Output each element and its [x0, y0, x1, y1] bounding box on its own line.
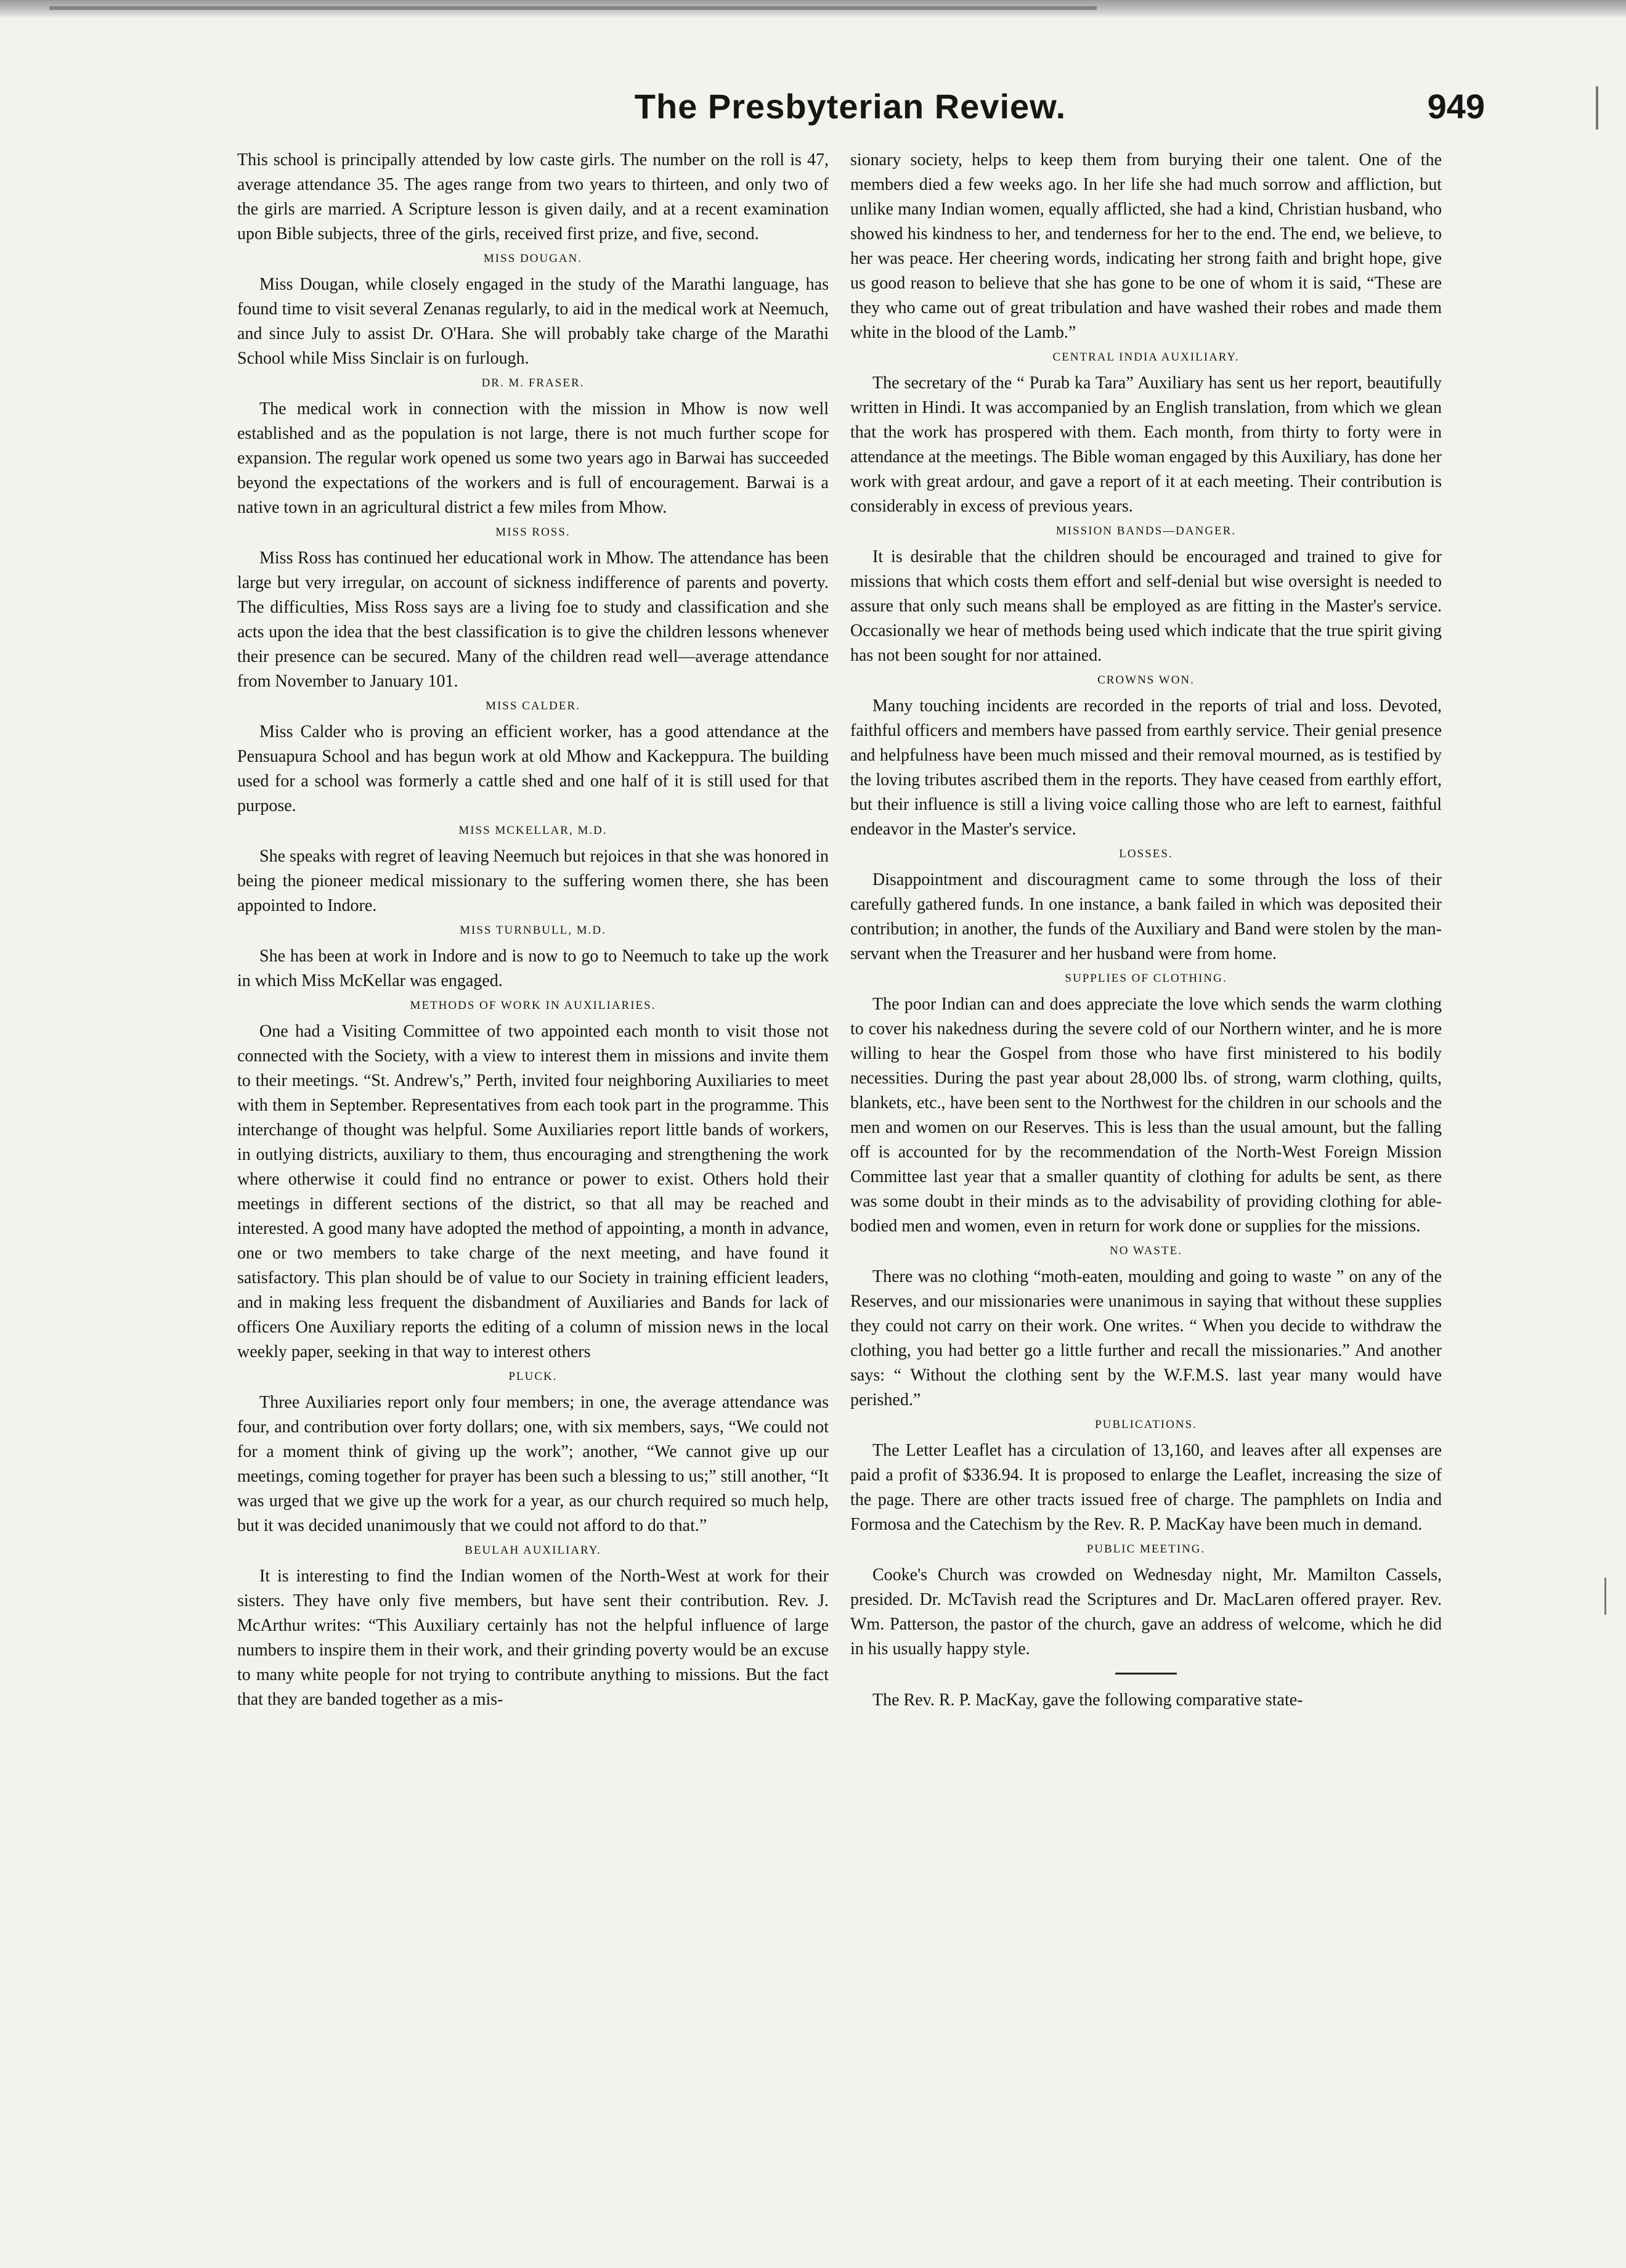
- paragraph: The secretary of the “ Purab ka Tara” Auxiliary has sent us her report, beautifully written in Hindi. It was accompanied by an English translation, from which we glean that the work has prospered with them. Each month, from thirty to forty were in attendance at the meetings. The Bible woman engaged by this Auxiliary, has done her work with great ardour, and gave a report of it at each meeting. Their contribution is considerably in excess of previous years.: [850, 373, 1442, 516]
- paragraph: It is interesting to find the Indian women of the North-West at work for their sisters. They have only five members, but have sent their contribution. Rev. J. McArthur writes: “This Auxiliary certainly has not the helpful influence of large numbers to inspire them in their work, and their grinding poverty would be an excuse to many white people for not trying to contribute anything to missions. But the fact that they are banded together as a mis-: [237, 1567, 829, 1709]
- paragraph: sionary society, helps to keep them from burying their one talent. One of the members died a few weeks ago. In her life she had much sorrow and affliction, but unlike many Indian women, equally afflicted, she had a kind, Christian husband, who showed his kindness to her, and tenderness for her to the end. The end, we believe, to her was peace. Her cheering words, indicating her strong faith and bright hope, give us good reason to believe that she has gone to be one of whom it is said, “These are they who came out of great tribulation and have washed their robes and made them white in the blood of the Lamb.”: [850, 150, 1442, 342]
- page-number: 949: [1427, 87, 1485, 126]
- paragraph: Miss Dougan, while closely engaged in the study of the Marathi language, has found time to visit several Zenanas regularly, to aid in the medical work at Neemuch, and since July to assist Dr. O'Hara. She will probably take charge of the Marathi School while Miss Sinclair is on furlough.: [237, 275, 829, 368]
- paragraph: There was no clothing “moth-eaten, moulding and going to waste ” on any of the Reserves, and our missionaries were unanimous in saying that without these supplies they could not carry on their work. One writes. “ When you decide to withdraw the clothing, you had better go a little further and recall the missionaries.” And another says: “ Without the clothing sent by the W.F.M.S. last year many would have perished.”: [850, 1267, 1442, 1409]
- paragraph: It is desirable that the children should be encouraged and trained to give for missions that which costs them effort and self-denial but wise oversight is needed to assure that only such means shall be employed as are fitting in the Master's service. Occasionally we hear of methods being used which indicate that the true spirit giving has not been sought for nor attained.: [850, 547, 1442, 665]
- scan-top-edge: [0, 0, 1626, 18]
- paragraph: She speaks with regret of leaving Neemuch but rejoices in that she was honored in being the pioneer medical missionary to the suffering women there, she has been appointed to Indore.: [237, 847, 829, 915]
- section-heading: LOSSES.: [1119, 847, 1173, 860]
- section-heading: MISSION BANDS—DANGER.: [1055, 524, 1237, 537]
- section-heading: PLUCK.: [508, 1370, 558, 1383]
- paragraph: Many touching incidents are recorded in the reports of trial and loss. Devoted, faithful officers and members have passed from earthly service. Their genial presence and helpfulness have been much missed and their removal mourned, as is testified by the loving tributes ascribed them in the reports. They have ceased from earthly effort, but their influence is still a living voice calling those who are left to earnest, faithful endeavor in the Master's service.: [850, 696, 1442, 839]
- section-heading: MISS ROSS.: [495, 526, 571, 539]
- section-heading: DR. M. FRASER.: [481, 377, 585, 390]
- paragraph: The Letter Leaflet has a circulation of 13,160, and leaves after all expenses are paid a profit of $336.94. It is proposed to enlarge the Leaflet, increasing the size of the page. There are other tracts issued free of charge. The pamphlets on India and Formosa and the Catechism by the Rev. R. P. MacKay have been much in demand.: [850, 1441, 1442, 1534]
- paragraph: Miss Calder who is proving an efficient worker, has a good attendance at the Pensuapura School and has begun work at old Mhow and Kackeppura. The building used for a school was formerly a cattle shed and one half of it is still used for that purpose.: [237, 722, 829, 815]
- section-heading: PUBLICATIONS.: [1095, 1418, 1197, 1431]
- paragraph: The medical work in connection with the mission in Mhow is now well established and as the population is not large, there is not much further scope for expansion. The regular work opened us some two years ago in Barwai has succeeded beyond the expectations of the workers and is full of encouragement. Barwai is a native town in an agricultural district a few miles from Mhow.: [237, 399, 829, 517]
- section-heading: MISS DOUGAN.: [483, 252, 583, 265]
- left-column: [237, 148, 829, 1712]
- paragraph: Three Auxiliaries report only four members; in one, the average attendance was four, and contribution over forty dollars; one, with six members, says, “We could not for a moment think of giving up the work”; another, “We cannot give up our meetings, coming together for prayer has been such a blessing to us;” still another, “It was urged that we give up the work for a year, as our church required so much help, but it was decided unanimously that we could not afford to do that.”: [237, 1393, 829, 1535]
- paragraph: Disappointment and discouragment came to some through the loss of their carefully gathered funds. In one instance, a bank failed in which was deposited their contribution; in another, the funds of the Auxiliary and Band were stolen by the man-servant when the Treasurer and her husband were from home.: [850, 870, 1442, 963]
- section-heading: MISS TURNBULL, M.D.: [460, 924, 606, 937]
- paragraph: Cooke's Church was crowded on Wednesday night, Mr. Mamilton Cassels, presided. Dr. McTavish read the Scriptures and Dr. MacLaren offered prayer. Rev. Wm. Patterson, the pastor of the church, gave an address of welcome, which he did in his usually happy style.: [850, 1565, 1442, 1658]
- section-heading: NO WASTE.: [1110, 1244, 1182, 1257]
- section-heading: BEULAH AUXILIARY.: [465, 1544, 601, 1557]
- scan-edge-line: [49, 6, 1097, 10]
- section-heading: METHODS OF WORK IN AUXILIARIES.: [410, 999, 656, 1012]
- section-heading: MISS MCKELLAR, M.D.: [458, 824, 608, 837]
- section-heading: PUBLIC MEETING.: [1086, 1543, 1206, 1556]
- section-heading: SUPPLIES OF CLOTHING.: [1065, 972, 1227, 985]
- paragraph: The Rev. R. P. MacKay, gave the following comparative state-: [872, 1691, 1303, 1710]
- scan-side-mark: [1604, 1578, 1606, 1615]
- paragraph: The poor Indian can and does appreciate the love which sends the warm clothing to cover his nakedness during the severe cold of our Northern winter, and he is more willing to hear the Gospel from those who have first ministered to his bodily necessities. During the past year about 28,000 lbs. of strong, warm clothing, quilts, blankets, etc., have been sent to the Northwest for the children in our schools and the men and women on our Reserves. This is less than the usual amount, but the falling off is accounted for by the recommendation of the North-West Foreign Mission Committee last year that a smaller quantity of clothing for adults be sent, as there was some doubt in their minds as to the advisability of providing clothing for able-bodied men and women, even in return for work done or supplies for the missions.: [850, 995, 1442, 1236]
- section-heading: MISS CALDER.: [486, 700, 580, 712]
- journal-title: The Presbyterian Review.: [634, 87, 1067, 126]
- right-column: [850, 148, 1442, 1713]
- page-header: [0, 86, 1626, 136]
- paragraph: She has been at work in Indore and is now to go to Neemuch to take up the work in which Miss McKellar was engaged.: [237, 947, 829, 990]
- paragraph: One had a Visiting Committee of two appointed each month to visit those not connected with the Society, with a view to interest them in missions and invite them to their meetings. “St. Andrew's,” Perth, invited four neighboring Auxiliaries to meet with them in September. Representatives from each took part in the programme. This interchange of thought was helpful. Some Auxiliaries report little bands of workers, in outlying districts, auxiliary to them, thus encouraging and strengthening the work where otherwise it could find no entrance or power to exist. Others hold their meetings in different sections of the district, so that all may be reached and interested. A good many have adopted the method of appointing, a month in advance, one or two members to take charge of the next meeting, and have found it satisfactory. This plan should be of value to our Society in training efficient leaders, and in making less frequent the disbandment of Auxiliaries and Bands for lack of officers One Auxiliary reports the editing of a column of mission news in the local weekly paper, seeking in that way to interest others: [237, 1022, 829, 1361]
- section-heading: CENTRAL INDIA AUXILIARY.: [1052, 351, 1240, 364]
- section-heading: CROWNS WON.: [1097, 674, 1195, 687]
- section-divider: [1115, 1673, 1177, 1674]
- paragraph: This school is principally attended by low caste girls. The number on the roll is 47, average attendance 35. The ages range from two years to thirteen, and only two of the girls are married. A Scripture lesson is given daily, and at a recent examination upon Bible subjects, three of the girls, received first prize, and five, second.: [237, 150, 829, 243]
- paragraph: Miss Ross has continued her educational work in Mhow. The attendance has been large but very irregular, on account of sickness indifference of parents and poverty. The difficulties, Miss Ross says are a living foe to study and classification and she acts upon the idea that the best classification is to give the children lessons whenever their presence can be secured. Many of the children read well—average attendance from November to January 101.: [237, 549, 829, 691]
